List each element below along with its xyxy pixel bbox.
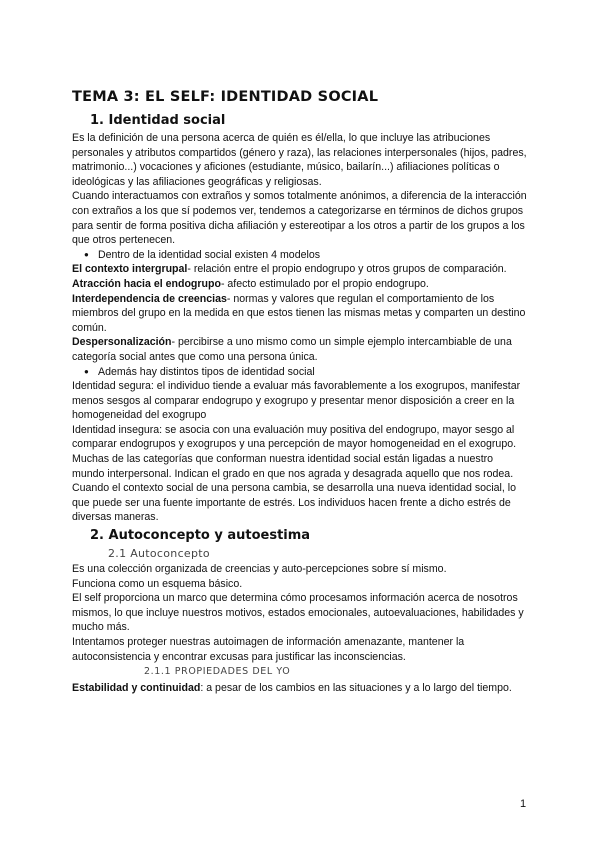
bullet-item: ● Además hay distintos tipos de identidad social <box>84 365 528 380</box>
paragraph: Cuando interactuamos con extraños y somos totalmente anónimos, a diferencia de la interacción con extraños a los que sí podemos ver, tendemos a categorizarse en términos de dichos grupos para sentir de forma positiva dicha afiliación y estereotipar a los otros a partir de los grupos a los que otros pertenecen. <box>72 190 527 247</box>
property-definition <box>72 681 528 696</box>
model-definition <box>72 262 528 277</box>
subsubsection-heading: 2.1.1 PROPIEDADES DEL YO <box>144 666 291 678</box>
term: Estabilidad y continuidad <box>72 682 201 695</box>
document-page <box>72 88 528 696</box>
definition: - normas y valores que regulan el comportamiento de los miembros del grupo en la medida en que estos tienen las mismas metas y comparten un destino común. <box>72 292 526 334</box>
paragraph: Es una colección organizada de creencias y auto-percepciones sobre sí mismo. <box>72 563 447 576</box>
definition: - relación entre el propio endogrupo y otros grupos de comparación. <box>187 263 507 276</box>
model-definition <box>72 277 528 292</box>
model-definition <box>72 335 528 364</box>
bullet-item: ● Dentro de la identidad social existen 4 modelos <box>84 248 528 263</box>
definition: - percibirse a uno mismo como un simple ejemplo intercambiable de una categoría social antes que como una persona única. <box>72 336 512 363</box>
term: Interdependencia de creencias <box>72 292 227 305</box>
section-2-heading: 2. Autoconcepto y autoestima <box>90 528 311 544</box>
paragraph: Intentamos proteger nuestras autoimagen de información amenazante, mantener la autoconsistencia y encontrar excusas para justificar las inconsciencias. <box>72 636 465 663</box>
paragraph: Funciona como un esquema básico. <box>72 577 243 590</box>
term: Despersonalización <box>72 336 172 349</box>
paragraph: El self proporciona un marco que determina cómo procesamos información acerca de nosotros mismos, lo que incluye nuestros motivos, estados emocionales, autoevaluaciones, habilidades y mucho más. <box>72 592 524 634</box>
section-1-heading: 1. Identidad social <box>90 113 226 128</box>
paragraph: Cuando el contexto social de una persona cambia, se desarrolla una nueva identidad social, lo que puede ser una fuente importante de estrés. Los individuos hacen frente a dicho estrés de diversas maneras. <box>72 482 517 524</box>
model-definition <box>72 292 528 336</box>
paragraph: Identidad segura: el individuo tiende a evaluar más favorablemente a los exogrupos, manifestar menos sesgos al comparar endogrupo y exogrupo y presentar menor disposición a creer en la homogeneidad del exogrupo <box>72 380 521 422</box>
term: El contexto intergrupal <box>72 263 188 276</box>
paragraph: Es la definición de una persona acerca de quién es él/ella, lo que incluye las atribuciones personales y atributos compartidos (género y raza), las relaciones interpersonales (hijos, padres, matrimonio...) vocaciones y aficiones (estudiante, músico, bailarín...) afiliaciones políticas o ideológicas y las afiliaciones geográficas y religiosas. <box>72 132 527 188</box>
page-number: 1 <box>520 798 527 810</box>
definition: : a pesar de los cambios en las situaciones y a lo largo del tiempo. <box>200 682 512 695</box>
definition: - afecto estimulado por el propio endogrupo. <box>220 277 429 290</box>
document-title: TEMA 3: EL SELF: IDENTIDAD SOCIAL <box>72 89 379 105</box>
paragraph: Identidad insegura: se asocia con una evaluación muy positiva del endogrupo, mayor sesgo al comparar endogrupos y exogrupos y una percepción de mayor homogeneidad en el exogrupo. <box>72 423 517 451</box>
subsection-heading: 2.1 Autoconcepto <box>108 547 210 561</box>
term: Atracción hacia el endogrupo <box>72 277 221 290</box>
paragraph: Muchas de las categorías que conforman nuestra identidad social están ligadas a nuestro mundo interpersonal. Indican el grado en que nos agrada y desagrada aquello que nos rodea. <box>72 453 514 480</box>
